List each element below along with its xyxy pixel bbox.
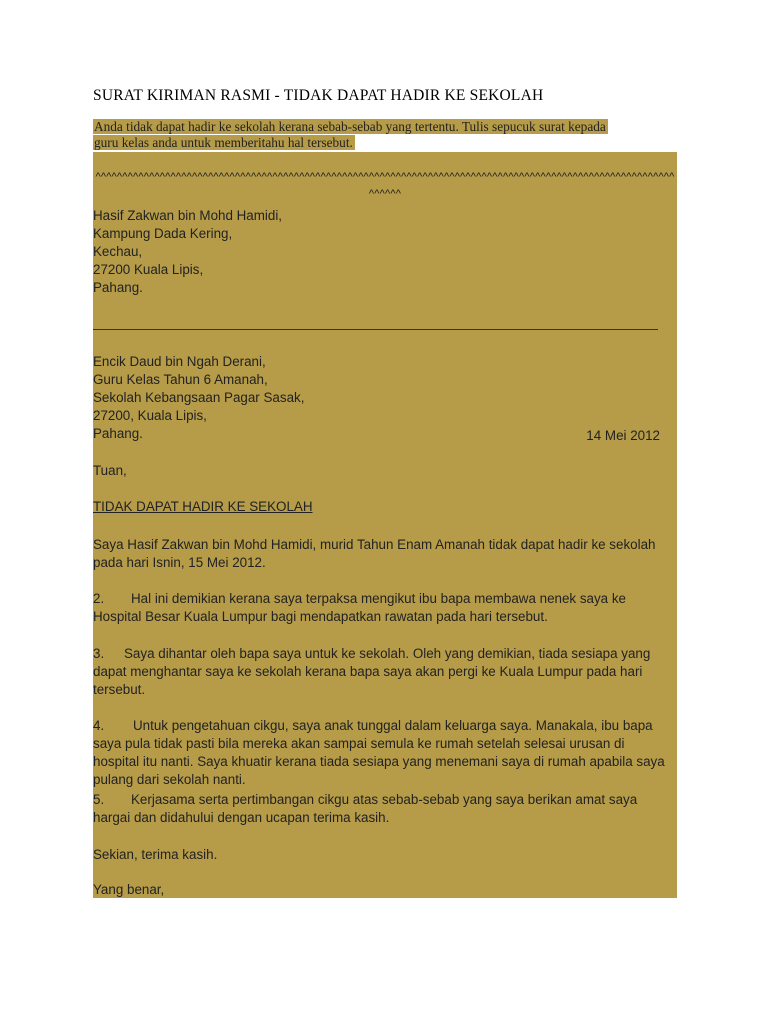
paragraph-line: dapat menghantar saya ke sekolah kerana bapa saya akan pergi ke Kuala Lumpur pada hari bbox=[93, 664, 643, 679]
paragraph-1 bbox=[93, 536, 673, 572]
address-line: Pahang. bbox=[93, 280, 143, 295]
paragraph-line: hargai dan didahului dengan ucapan terima kasih. bbox=[93, 810, 390, 825]
address-line: 27200, Kuala Lipis, bbox=[93, 408, 207, 423]
paragraph-line: hospital itu nanti. Saya khuatir kerana tiada sesiapa yang menemani saya di rumah apabila saya bbox=[93, 754, 665, 769]
recipient-address bbox=[93, 353, 304, 443]
address-line: Pahang. bbox=[93, 426, 143, 441]
address-line: Encik Daud bin Ngah Derani, bbox=[93, 354, 266, 369]
task-line: Anda tidak dapat hadir ke sekolah kerana sebab-sebab yang tertentu. Tulis sepucuk surat kepada bbox=[94, 119, 606, 134]
address-line: Kechau, bbox=[93, 244, 143, 259]
paragraph-number: 2. bbox=[93, 591, 105, 606]
task-instruction bbox=[93, 119, 671, 151]
address-line: Sekolah Kebangsaan Pagar Sasak, bbox=[93, 390, 305, 405]
closing-line: Sekian, terima kasih. bbox=[93, 847, 218, 862]
paragraph-line: 2. Hal ini demikian kerana saya terpaksa mengikut ibu bapa membawa nenek saya ke bbox=[93, 591, 626, 606]
address-line: Kampung Dada Kering, bbox=[93, 226, 233, 241]
task-line: guru kelas anda untuk memberitahu hal tersebut. bbox=[94, 135, 353, 150]
address-line: Hasif Zakwan bin Mohd Hamidi, bbox=[93, 208, 283, 223]
letter-body bbox=[93, 152, 677, 898]
paragraph-line: tersebut. bbox=[93, 682, 146, 697]
paragraph-3 bbox=[93, 645, 673, 699]
sender-address bbox=[93, 207, 282, 297]
signoff-line: Yang benar, bbox=[93, 882, 165, 897]
page-title: SURAT KIRIMAN RASMI - TIDAK DAPAT HADIR KE SEKOLAH bbox=[93, 87, 544, 104]
address-divider bbox=[93, 329, 658, 330]
paragraph-number: 5. bbox=[93, 792, 105, 807]
paragraph-line: Hospital Besar Kuala Lumpur bagi mendapatkan rawatan pada hari tersebut. bbox=[93, 609, 548, 624]
paragraph-line: pulang dari sekolah nanti. bbox=[93, 772, 246, 787]
address-line: 27200 Kuala Lipis, bbox=[93, 262, 204, 277]
paragraph-number: 3. bbox=[93, 646, 105, 661]
paragraph-line: Saya Hasif Zakwan bin Mohd Hamidi, murid Tahun Enam Amanah tidak dapat hadir ke sekolah bbox=[93, 537, 656, 552]
salutation: Tuan, bbox=[93, 463, 127, 478]
paragraph-line: pada hari Isnin, 15 Mei 2012. bbox=[93, 555, 266, 570]
letter-date: 14 Mei 2012 bbox=[586, 428, 660, 443]
paragraph-line: 3. Saya dihantar oleh bapa saya untuk ke sekolah. Oleh yang demikian, tiada sesiapa yang bbox=[93, 646, 651, 661]
paragraph-5 bbox=[93, 791, 673, 827]
address-line: Guru Kelas Tahun 6 Amanah, bbox=[93, 372, 268, 387]
paragraph-4 bbox=[93, 717, 673, 789]
paragraph-line: 5. Kerjasama serta pertimbangan cikgu atas sebab-sebab yang saya berikan amat saya bbox=[93, 792, 638, 807]
paragraph-2 bbox=[93, 590, 673, 626]
paragraph-line: 4. Untuk pengetahuan cikgu, saya anak tunggal dalam keluarga saya. Manakala, ibu bapa bbox=[93, 718, 653, 733]
paragraph-number: 4. bbox=[93, 718, 105, 733]
caret-separator: ^^^^^^^^^^^^^^^^^^^^^^^^^^^^^^^^^^^^^^^^^^^^^^^^^^^^^^^^^^^^^^^^^^^^^^^^^^^^^^^^^^^^^^^^^^^^^^^^^^^^^^^^^^^^^^^^^^ bbox=[95, 171, 675, 200]
letter-subject: TIDAK DAPAT HADIR KE SEKOLAH bbox=[93, 499, 313, 514]
paragraph-line: saya pula tidak pasti bila mereka akan sampai semula ke rumah setelah selesai urusan di bbox=[93, 736, 625, 751]
